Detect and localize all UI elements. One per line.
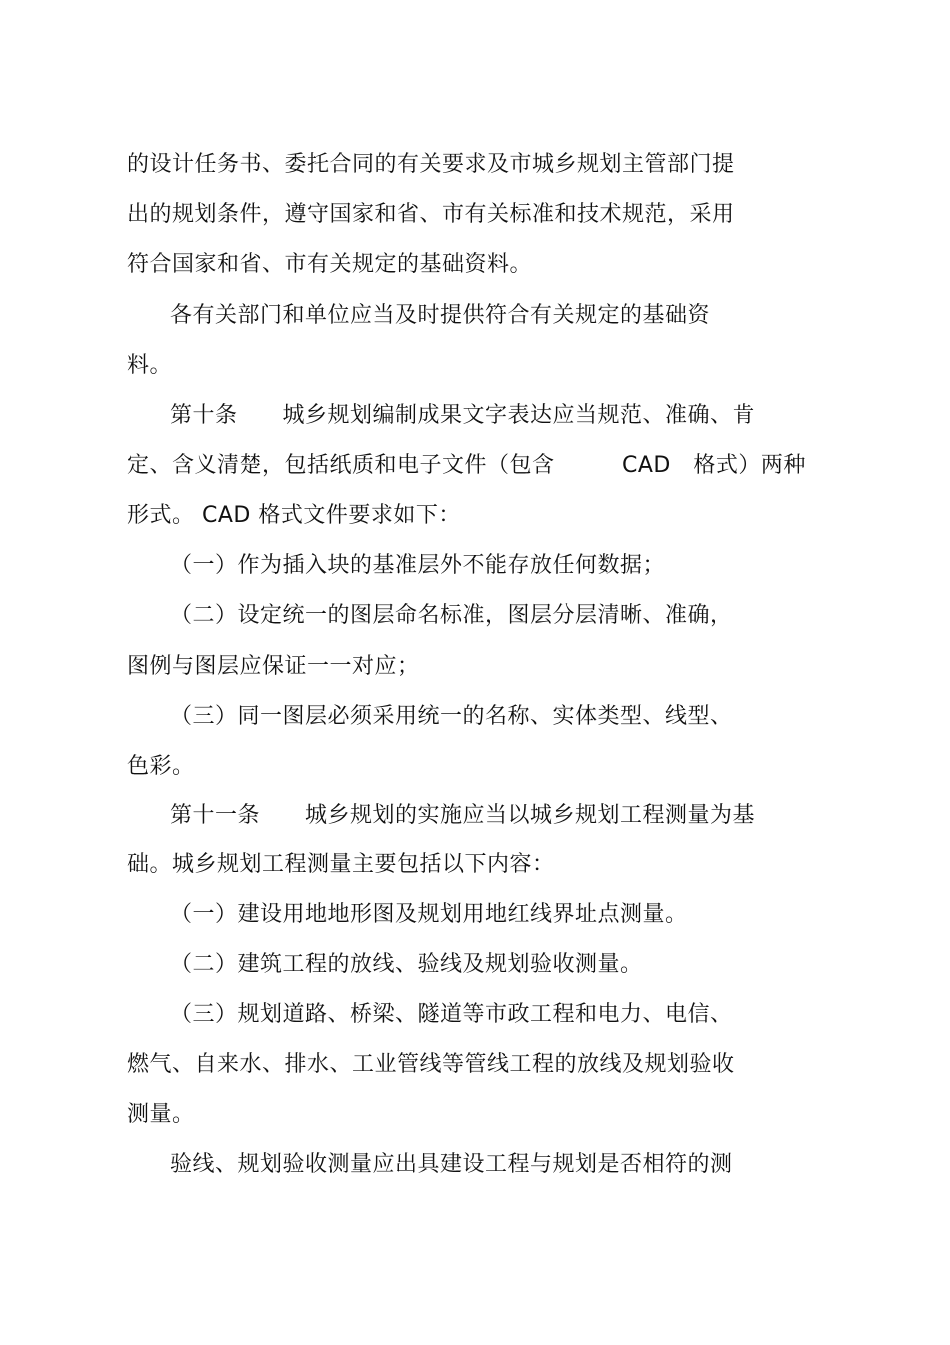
list-item-line: （三）规划道路、桥梁、隧道等市政工程和电力、电信、 (170, 1002, 733, 1027)
text-line: 的设计任务书、委托合同的有关要求及市城乡规划主管部门提 (127, 152, 735, 177)
text-line: 料。 (127, 353, 173, 378)
list-item-line: （二）建筑工程的放线、验线及规划验收测量。 (170, 952, 643, 977)
text-line: 色彩。 (127, 754, 195, 779)
text-line: 出的规划条件，遵守国家和省、市有关标准和技术规范，采用 (127, 202, 735, 227)
text-line: 测量。 (127, 1102, 195, 1127)
article-heading-line: 第十条 城乡规划编制成果文字表达应当规范、准确、肯 (170, 403, 756, 428)
text-line: 定、含义清楚，包括纸质和电子文件（包含 CAD 格式）两种 (127, 453, 806, 478)
text-line: 符合国家和省、市有关规定的基础资料。 (127, 252, 533, 277)
text-line: 础。城乡规划工程测量主要包括以下内容： (127, 852, 555, 877)
text-line: 图例与图层应保证一一对应； (127, 654, 420, 679)
text-line: 燃气、自来水、排水、工业管线等管线工程的放线及规划验收 (127, 1052, 735, 1077)
text-line: 验线、规划验收测量应出具建设工程与规划是否相符的测 (170, 1152, 733, 1177)
text-line: 形式。 CAD 格式文件要求如下： (127, 503, 461, 528)
list-item-line: （一）建设用地地形图及规划用地红线界址点测量。 (170, 902, 688, 927)
list-item-line: （二）设定统一的图层命名标准，图层分层清晰、准确， (170, 603, 733, 628)
article-heading-line: 第十一条 城乡规划的实施应当以城乡规划工程测量为基 (170, 803, 756, 828)
list-item-line: （一）作为插入块的基准层外不能存放任何数据； (170, 553, 666, 578)
text-line: 各有关部门和单位应当及时提供符合有关规定的基础资 (170, 303, 711, 328)
list-item-line: （三）同一图层必须采用统一的名称、实体类型、线型、 (170, 704, 733, 729)
